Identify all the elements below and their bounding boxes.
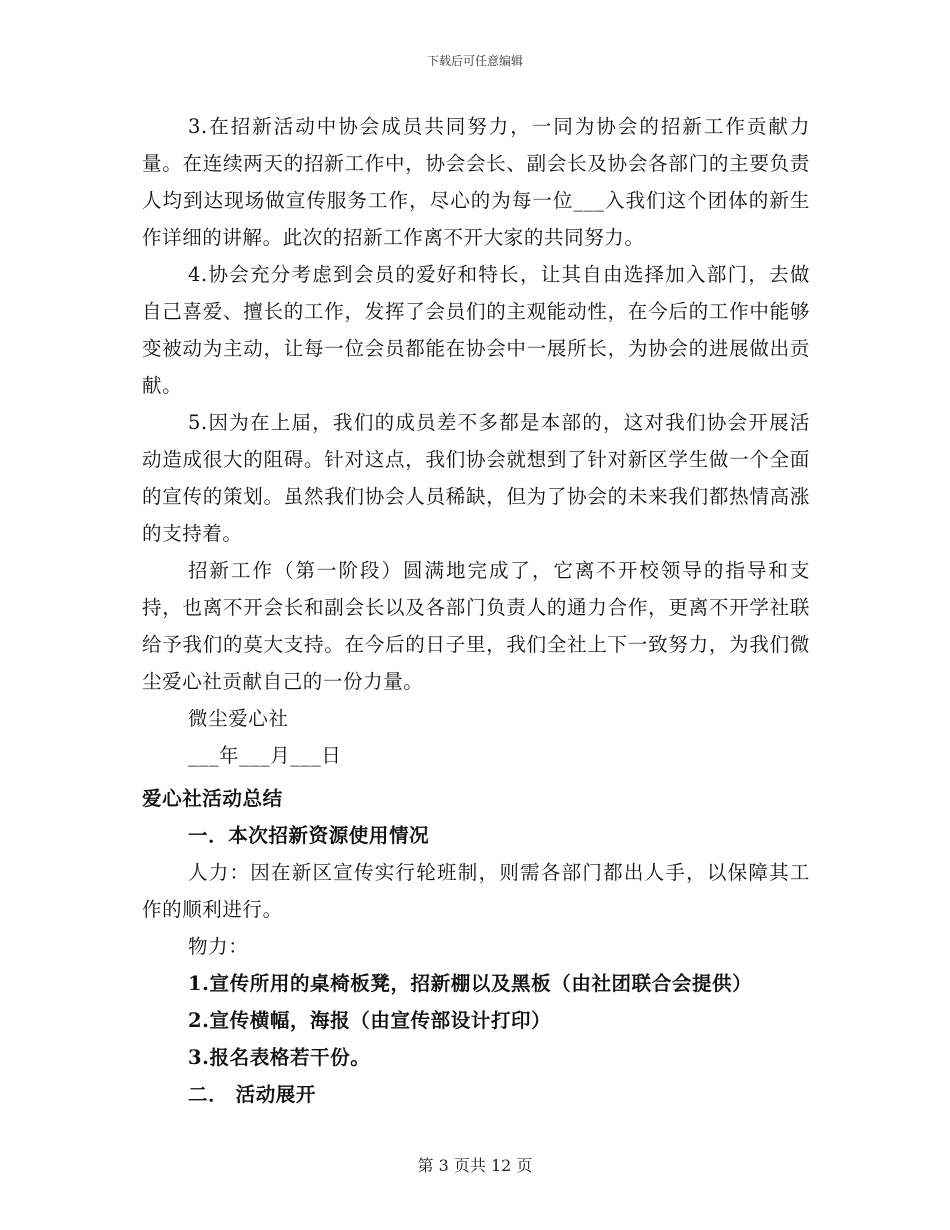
paragraph-4: 4.协会充分考虑到会员的爱好和特长，让其自由选择加入部门，去做自己喜爱、擅长的工作，发挥了会员们的主观能动性，在今后的工作中能够变被动为主动，让每一位会员都能在协会中一展所长，为协会的进展做出贡献。: [142, 263, 810, 397]
date-line: ___年___月___日: [188, 744, 342, 767]
materials-item-1: 1.宣传所用的桌椅板凳，招新棚以及黑板（由社团联合会提供）: [188, 972, 753, 995]
paragraph-5: 5.因为在上届，我们的成员差不多都是本部的，这对我们协会开展活动造成很大的阻碍。针对这点，我们协会就想到了针对新区学生做一个全面的宣传的策划。虽然我们协会人员稀缺，但为了协会的未来我们都热情高涨的支持着。: [142, 411, 810, 545]
heading-resources: 一．本次招新资源使用情况: [188, 824, 430, 847]
paragraph-manpower: 人力：因在新区宣传实行轮班制，则需各部门都出人手，以保障其工作的顺利进行。: [142, 861, 810, 921]
materials-item-2: 2.宣传横幅，海报（由宣传部设计打印）: [188, 1009, 552, 1032]
page-header: 下载后可任意编辑: [426, 54, 523, 68]
paragraph-summary: 招新工作（第一阶段）圆满地完成了，它离不开校领导的指导和支持，也离不开会长和副会长以及各部门负责人的通力合作，更离不开学社联给予我们的莫大支持。在今后的日子里，我们全社上下一致努力，为我们微尘爱心社贡献自己的一份力量。: [142, 559, 810, 693]
paragraph-3: 3.在招新活动中协会成员共同努力，一同为协会的招新工作贡献力量。在连续两天的招新工作中，协会会长、副会长及协会各部门的主要负责人均到达现场做宣传服务工作，尽心的为每一位___入我们这个团体的新生作详细的讲解。此次的招新工作离不开大家的共同努力。: [142, 115, 810, 249]
section-title: 爱心社活动总结: [142, 787, 283, 810]
materials-item-3: 3.报名表格若干份。: [188, 1046, 371, 1069]
page-footer: 第 3 页共 12 页: [417, 1156, 533, 1175]
materials-label: 物力：: [188, 935, 249, 958]
document-body: [142, 108, 810, 1113]
signature: 微尘爱心社: [188, 707, 289, 730]
heading-activities: 二． 活动展开: [188, 1083, 316, 1106]
